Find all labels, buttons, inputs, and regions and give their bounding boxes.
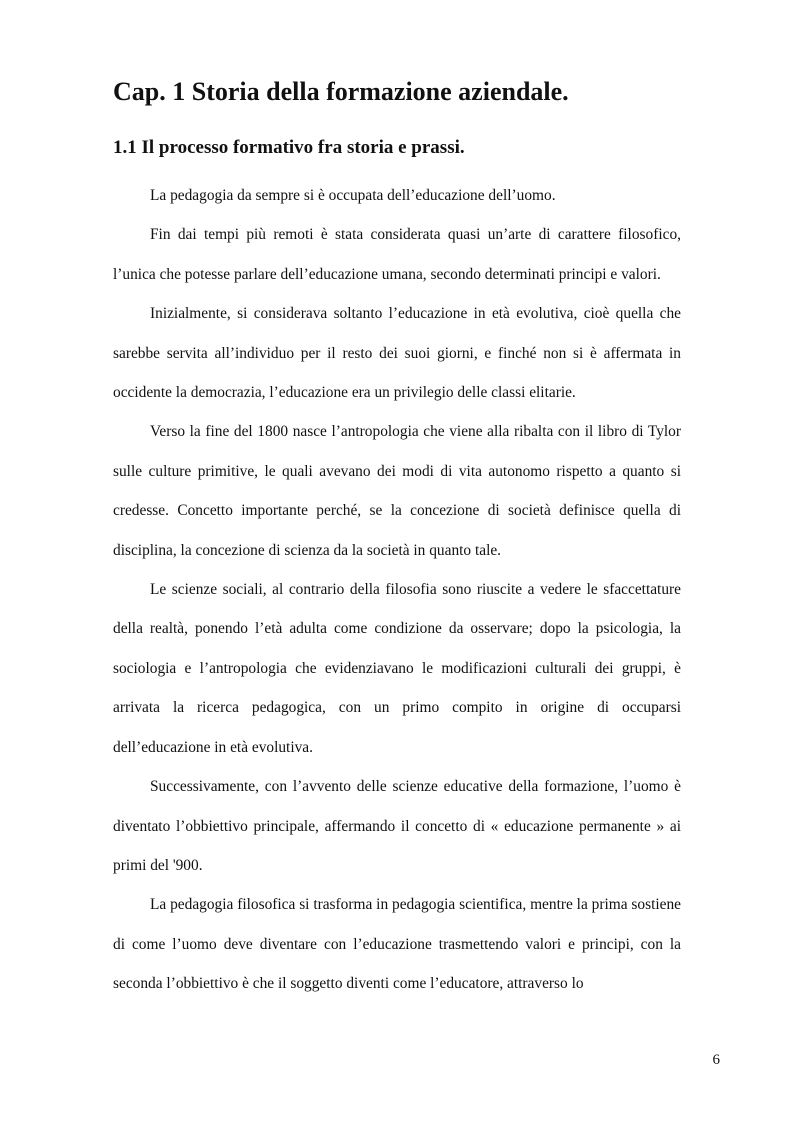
paragraph: Verso la fine del 1800 nasce l’antropologia che viene alla ribalta con il libro di Tylor sulle culture primitive, le quali avevano dei modi di vita autonomo rispetto a quanto si credesse. Concetto importante perché, se la concezione di società definisce quella di disciplina, la concezione di scienza da la società in quanto tale.	[113, 423, 681, 559]
paragraph: Inizialmente, si considerava soltanto l’educazione in età evolutiva, cioè quella che sarebbe servita all’individuo per il resto dei suoi giorni, e finché non si è affermata in occidente la democrazia, l’educazione era un privilegio delle classi elitarie.	[113, 305, 681, 402]
paragraph: Fin dai tempi più remoti è stata considerata quasi un’arte di carattere filosofico, l’unica che potesse parlare dell’educazione umana, secondo determinati principi e valori.	[113, 226, 681, 283]
page-number: 6	[712, 1052, 720, 1068]
paragraph: La pedagogia da sempre si è occupata dell’educazione dell’uomo.	[150, 187, 556, 204]
paragraph: La pedagogia filosofica si trasforma in pedagogia scientifica, mentre la prima sostiene di come l’uomo deve diventare con l’educazione trasmettendo valori e principi, con la seconda l’obbiettivo è che il soggetto diventi come l’educatore, attraverso lo	[113, 896, 681, 993]
paragraph: Successivamente, con l’avvento delle scienze educative della formazione, l’uomo è diventato l’obbiettivo principale, affermando il concetto di « educazione permanente » ai primi del '900.	[113, 778, 681, 874]
chapter-title: Cap. 1 Storia della formazione aziendale.	[113, 77, 569, 106]
section-title: 1.1 Il processo formativo fra storia e prassi.	[113, 137, 465, 158]
paragraph: Le scienze sociali, al contrario della filosofia sono riuscite a vedere le sfaccettature della realtà, ponendo l’età adulta come condizione da osservare; dopo la psicologia, la sociologia e l’antropologia che evidenziavano le modificazioni culturali dei gruppi, è arrivata la ricerca pedagogica, con un primo compito in origine di occuparsi dell’educazione in età evolutiva.	[113, 581, 681, 756]
body-text	[113, 176, 681, 1004]
